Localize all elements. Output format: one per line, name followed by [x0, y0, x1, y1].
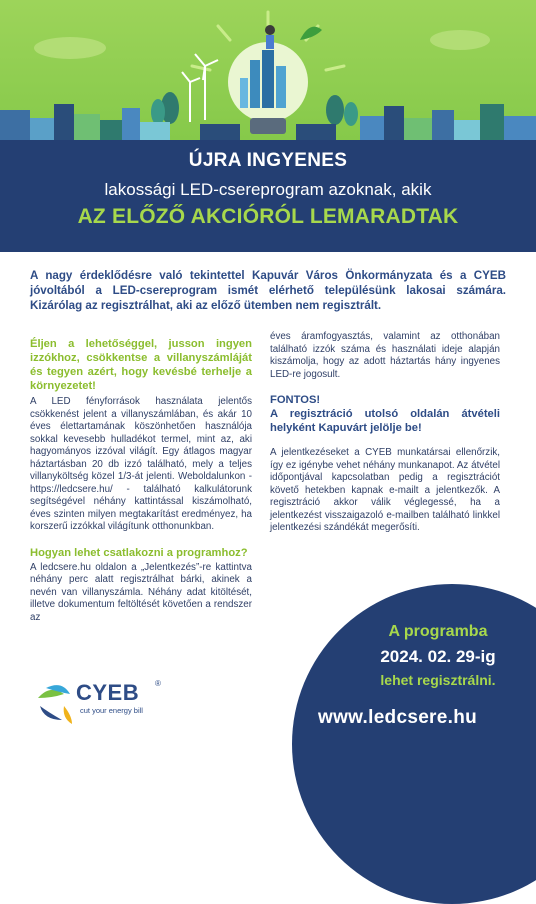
- right-paragraph-1: éves áramfogyasztás, valamint az otthonában található izzók száma és használati ideje alapján kiszámolja, hogy az adott háztartás hány ingyenes LED-re jogosult.: [270, 331, 500, 380]
- banner-title: ÚJRA INGYENES: [188, 150, 348, 171]
- wind-turbine-icon: [182, 54, 218, 122]
- cta-line-3: lehet regisztrálni.: [380, 672, 496, 688]
- left-paragraph-2: A ledcsere.hu oldalon a „Jelentkezés”-re kattintva néhány perc alatt regisztrálhat bárki, akinek a nevén van villanyszámla. Néhány adat kitöltését, illetve dokumentum feltöltését követően a rendszer az: [30, 561, 252, 623]
- fontos-text: A regisztráció utolsó oldalán átvételi helyként Kapuvárt jelölje be!: [270, 408, 500, 434]
- banner-subtitle: lakossági LED-csereprogram azoknak, akik: [104, 180, 432, 199]
- cta-line-1: A programba: [388, 623, 488, 640]
- logo-registered-mark: ®: [155, 679, 161, 688]
- intro-paragraph: A nagy érdeklődésre való tekintettel Kapuvár Város Önkormányzata és a CYEB jóvoltából a LED-csereprogram ismét elérhető településünk lakosai számára. Kizárólag az regisztrálhat, aki az előző ütemben nem regisztrált.: [30, 269, 506, 312]
- right-paragraph-2: A jelentkezéseket a CYEB munkatársai ellenőrzik, így ez igénybe vehet néhány munkanapot. Az átvétel időpontjával kapcsolatban pedig a regisztrációt követő hetekben kapnak e-mailt a jelentkezők. A regisztráció akkor válik véglegessé, ha a jelentkezést visszaigazoló e-mailben található linkkel jelentkezési szándékát megerősíti.: [270, 447, 500, 533]
- website-link[interactable]: www.ledcsere.hu: [318, 707, 478, 728]
- cta-deadline: 2024. 02. 29-ig: [380, 647, 496, 666]
- city-lightbulb-illustration: [0, 0, 536, 140]
- fontos-title: FONTOS!: [270, 394, 321, 406]
- left-paragraph-1: A LED fényforrások használata jelentős csökkenést jelent a villanyszámlában, és akár 10 éves élettartamának köszönhetően használója sokkal kevesebb hulladékot termel, mint az, aki hagyományos izzóval világít. Egy átlagos magyar háztartásban 20 db izzó található, mely a teljes villanyköltség közel 1/3-át jelenti. Weboldalunkon - https://ledcsere.hu/ - található kalkulátorunk segítségével néhány kattintással kiszámolható, éves szinten milyen megtakarítást eredményez, ha korszerű izzókkal világítunk otthonunkban.: [30, 396, 252, 532]
- banner-highlight: AZ ELŐZŐ AKCIÓRÓL LEMARADTAK: [77, 205, 459, 228]
- left-heading-1: Éljen a lehetőséggel, jusson ingyen izzókhoz, csökkentse a villanyszámláját és tegyen azért, hogy kevésbé terhelje a környezetet!: [30, 338, 252, 392]
- logo-tagline: cut your energy bill: [80, 706, 143, 715]
- hero-illustration: [0, 0, 536, 140]
- title-banner: [0, 140, 536, 252]
- left-heading-2: Hogyan lehet csatlakozni a programhoz?: [30, 546, 248, 559]
- left-column: [30, 337, 252, 624]
- logo-name: CYEB: [76, 680, 140, 705]
- right-column: [270, 331, 500, 535]
